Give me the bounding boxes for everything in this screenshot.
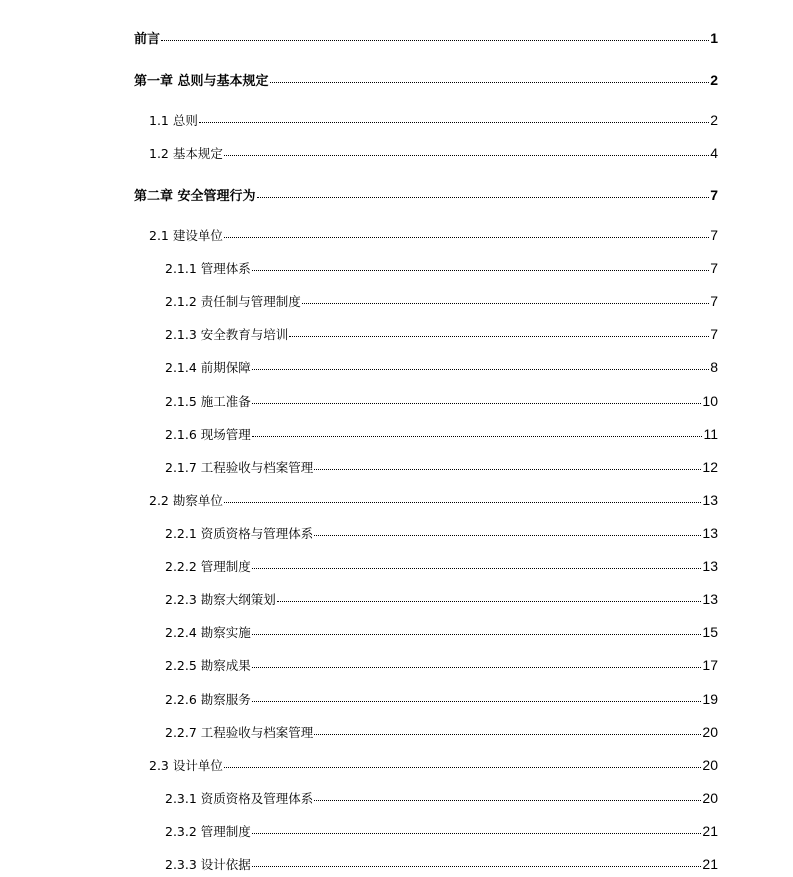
toc-entry-chapter-1[interactable] — [134, 70, 718, 88]
toc-entry-page: 10 — [702, 393, 718, 409]
toc-entry-page: 20 — [702, 757, 718, 773]
toc-entry-title: 2.1.1 管理体系 — [165, 261, 251, 276]
toc-entry-1-2[interactable] — [149, 144, 718, 162]
toc-entry-title: 2.3.1 资质资格及管理体系 — [165, 791, 314, 806]
toc-entry-2-2-7[interactable] — [165, 723, 718, 741]
toc-entry-page: 17 — [702, 657, 718, 673]
dot-leader — [314, 468, 701, 470]
toc-entry-2-1-4[interactable] — [165, 358, 718, 376]
toc-entry-page: 7 — [710, 227, 718, 243]
toc-entry-page: 12 — [702, 459, 718, 475]
toc-entry-title: 2.2.2 管理制度 — [165, 559, 251, 574]
toc-entry-1-1[interactable] — [149, 111, 718, 129]
toc-entry-page: 11 — [703, 426, 718, 442]
toc-entry-title: 2.1.5 施工准备 — [165, 394, 251, 409]
toc-entry-title: 2.1 建设单位 — [149, 228, 223, 243]
toc-entry-page: 21 — [702, 856, 718, 872]
toc-entry-title: 2.2.4 勘察实施 — [165, 625, 251, 640]
toc-entry-title: 1.2 基本规定 — [149, 146, 223, 161]
toc-entry-page: 4 — [710, 145, 718, 161]
toc-entry-2-2-3[interactable] — [165, 590, 718, 608]
dot-leader — [252, 633, 702, 635]
toc-entry-title: 第一章 总则与基本规定 — [134, 74, 269, 89]
toc-entry-2-2-2[interactable] — [165, 557, 718, 575]
dot-leader — [314, 733, 701, 735]
toc-entry-2-1-3[interactable] — [165, 325, 718, 343]
dot-leader — [224, 766, 702, 768]
toc-entry-title: 1.1 总则 — [149, 113, 198, 128]
toc-entry-page: 20 — [702, 790, 718, 806]
toc-entry-page: 19 — [702, 691, 718, 707]
toc-entry-page: 7 — [710, 260, 718, 276]
toc-entry-2-2[interactable] — [149, 491, 718, 509]
toc-entry-page: 2 — [710, 72, 718, 88]
toc-entry-2-1-6[interactable] — [165, 425, 718, 443]
dot-leader — [270, 81, 710, 83]
dot-leader — [277, 600, 702, 602]
toc-entry-2-2-5[interactable] — [165, 656, 718, 674]
toc-entry-title: 2.1.6 现场管理 — [165, 427, 251, 442]
toc-entry-chapter-2[interactable] — [134, 185, 718, 203]
toc-entry-2-1-7[interactable] — [165, 458, 718, 476]
dot-leader — [252, 700, 702, 702]
toc-entry-page: 7 — [710, 293, 718, 309]
toc-entry-title: 2.3.2 管理制度 — [165, 824, 251, 839]
dot-leader — [314, 799, 701, 801]
toc-entry-title: 2.2.5 勘察成果 — [165, 658, 251, 673]
toc-entry-title: 前言 — [134, 32, 161, 47]
toc-entry-2-1-5[interactable] — [165, 392, 718, 410]
toc-entry-page: 1 — [710, 30, 718, 46]
dot-leader — [252, 368, 709, 370]
toc-entry-preface[interactable] — [134, 28, 718, 46]
toc-entry-title: 2.1.3 安全教育与培训 — [165, 327, 289, 342]
toc-entry-2-3-1[interactable] — [165, 789, 718, 807]
toc-entry-title: 2.3.3 设计依据 — [165, 857, 251, 872]
dot-leader — [199, 121, 709, 123]
toc-entry-2-3-3[interactable] — [165, 855, 718, 873]
dot-leader — [302, 302, 709, 304]
toc-entry-2-1[interactable] — [149, 226, 718, 244]
toc-entry-2-2-1[interactable] — [165, 524, 718, 542]
toc-entry-page: 15 — [702, 624, 718, 640]
dot-leader — [314, 534, 701, 536]
dot-leader — [252, 832, 702, 834]
toc-entry-page: 13 — [702, 525, 718, 541]
toc-entry-title: 2.2.7 工程验收与档案管理 — [165, 725, 314, 740]
toc-entry-page: 13 — [702, 558, 718, 574]
toc-entry-page: 7 — [710, 326, 718, 342]
dot-leader — [252, 567, 702, 569]
toc-entry-page: 13 — [702, 492, 718, 508]
dot-leader — [252, 666, 702, 668]
toc-entry-page: 8 — [710, 359, 718, 375]
dot-leader — [161, 39, 709, 41]
dot-leader — [252, 269, 709, 271]
dot-leader — [224, 236, 709, 238]
dot-leader — [257, 196, 710, 198]
toc-entry-page: 21 — [702, 823, 718, 839]
toc-entry-title: 2.1.2 责任制与管理制度 — [165, 294, 301, 309]
toc-entry-page: 20 — [702, 724, 718, 740]
toc-entry-2-1-1[interactable] — [165, 259, 718, 277]
toc-entry-page: 2 — [710, 112, 718, 128]
toc-entry-title: 2.2.1 资质资格与管理体系 — [165, 526, 314, 541]
toc-entry-title: 2.2 勘察单位 — [149, 493, 223, 508]
toc-entry-2-3-2[interactable] — [165, 822, 718, 840]
toc-entry-title: 2.2.3 勘察大纲策划 — [165, 592, 276, 607]
toc-entry-2-3[interactable] — [149, 756, 718, 774]
toc-entry-2-1-2[interactable] — [165, 292, 718, 310]
toc-entry-title: 第二章 安全管理行为 — [134, 189, 256, 204]
toc-entry-page: 7 — [710, 187, 718, 203]
dot-leader — [252, 435, 703, 437]
toc-entry-title: 2.3 设计单位 — [149, 758, 223, 773]
toc-entry-page: 13 — [702, 591, 718, 607]
toc-entry-title: 2.2.6 勘察服务 — [165, 692, 251, 707]
dot-leader — [224, 501, 702, 503]
dot-leader — [289, 335, 709, 337]
dot-leader — [252, 402, 702, 404]
dot-leader — [252, 865, 702, 867]
toc-entry-title: 2.1.4 前期保障 — [165, 360, 251, 375]
toc-entry-title: 2.1.7 工程验收与档案管理 — [165, 460, 314, 475]
dot-leader — [224, 154, 709, 156]
toc-entry-2-2-6[interactable] — [165, 690, 718, 708]
toc-entry-2-2-4[interactable] — [165, 623, 718, 641]
